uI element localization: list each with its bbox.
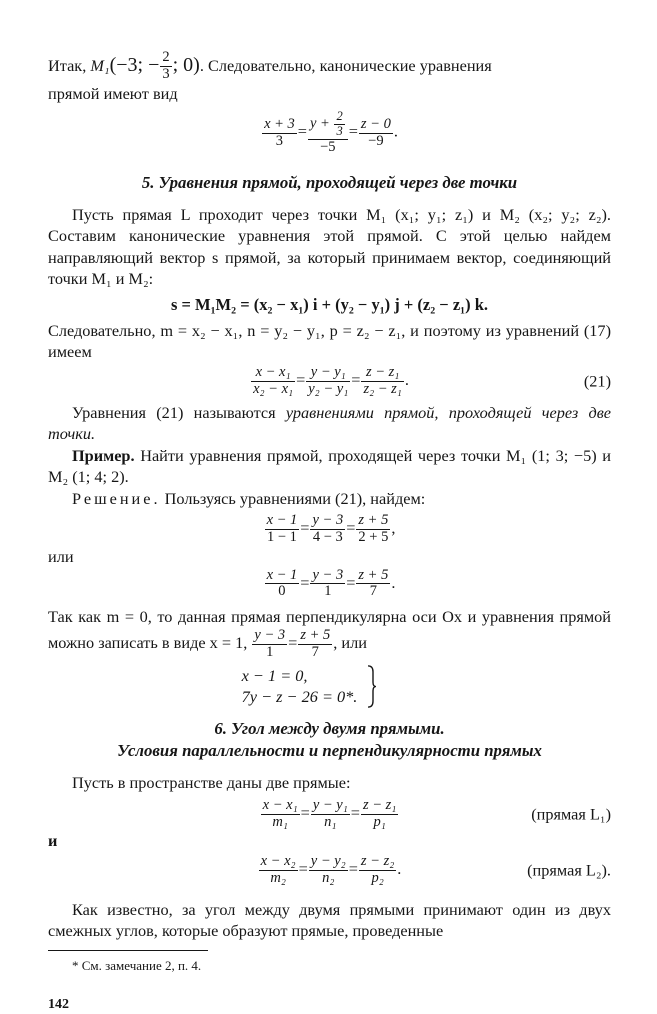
intro-text-2: Следовательно, канонические уравнения — [207, 56, 492, 76]
system-eq-2: 7y − z − 26 = 0*. — [241, 687, 358, 707]
line-L1-label: (прямая L₁) — [531, 804, 611, 824]
example-equation-2: $\frac{x - 1}{0}$ = $\frac{y - 3}{1}$ = $\frac{z + 5}{7}$ . — [266, 566, 396, 600]
paragraph-example: Пример. Найти уравнения прямой, проходящей через точки M₁ (1; 3; −5) и M₂ (1; 4; 2). — [48, 445, 611, 487]
direction-vector-equation: s = M₁M₂ = (x₂ − x₁) i + (y₂ − y₁) j + (z₂ − z₁) k. — [170, 294, 489, 314]
paragraph-angle: Как известно, за угол между двумя прямыми принимают один из двух смежных углов, которые образуют прямые, проведенные — [48, 899, 611, 941]
paragraph-two-points: Пусть прямая L проходит через точки M₁ (x₁; y₁; z₁) и M₂ (x₂; y₂; z₂). Составим канонические уравнения этой прямой. С этой целью найдем направляющий вектор s прямой, за который принимаем вектор, соединяющий точки M₁ и M₂: — [48, 204, 611, 289]
example-equation-1: $\frac{x - 1}{1 - 1}$ = $\frac{y - 3}{4 - 3}$ = $\frac{z + 5}{2 + 5}$ , — [266, 512, 396, 546]
fraction-two-thirds: $\frac{2}{3}$ — [162, 49, 170, 82]
system-of-equations — [48, 665, 611, 708]
page-number: 142 — [48, 997, 69, 1012]
intro-text: Итак, — [48, 56, 91, 76]
point-m1: M₁ — [90, 56, 110, 76]
line-L1-equation: $\frac{\text{x − x₁}}{\text{m₁}}$ = $\frac{\text{y − y₁}}{\text{n₁}}$ = $\frac{\text{z − z₁}}{\text{p₁}}$ — [262, 796, 397, 830]
section-5-heading: 5. Уравнения прямой, проходящей через две точки — [141, 172, 518, 192]
canonical-equation: $\frac{x + 3}{3}$ = y + $\frac{2}{3}$ −5 = $\frac{z - 0}{-9}$ . — [264, 109, 398, 155]
paragraph-two-lines: Пусть в пространстве даны две прямые: — [72, 773, 351, 793]
footnote: * См. замечание 2, п. 4. — [72, 957, 202, 973]
line-L2-equation: $\frac{\text{x − x₂}}{\text{m₂}}$ = $\frac{\text{y − y₂}}{\text{n₂}}$ = $\frac{\text{z − z₂}}{\text{p₂}}$ . — [260, 852, 402, 886]
term-two-point-line: уравнениями прямой, проходящей через две точки. — [48, 402, 611, 444]
footnote-rule — [48, 950, 208, 951]
solution-label: Решение. — [72, 488, 161, 508]
paragraph-definition: Уравнения (21) называются уравнениями прямой, проходящей через две точки. — [48, 402, 611, 444]
paragraph-consequently: Следовательно, m = x₂ − x₁, n = y₂ − y₁, p = z₂ − z₁, и поэтому из уравнений (17) имеем — [48, 320, 611, 362]
intro-line: Итак, M₁(−3; − $\frac{2}{3}$ ; 0). Следовательно, канонические уравнения — [48, 49, 492, 82]
paragraph-solution: Решение. Пользуясь уравнениями (21), найдем: — [72, 488, 426, 508]
line-L2-label: (прямая L₂). — [527, 860, 611, 880]
equation-21-number: (21) — [583, 371, 611, 391]
paragraph-perpendicular: Так как m = 0, то данная прямая перпендикулярна оси Ox и уравнения прямой можно записать в виде x = 1, $\frac{y - 3}{1}$ = $\frac{z + 5}{7}$ , или — [48, 607, 611, 660]
right-brace-icon — [367, 665, 377, 708]
line-L1-row — [48, 798, 611, 831]
point-coords: (−3; − $\frac{2}{3}$ ; 0) — [109, 49, 200, 82]
example-label: Пример. — [72, 445, 135, 465]
intro-line-2: прямой имеют вид — [48, 83, 178, 103]
section-6-heading-2: Условия параллельности и перпендикулярности прямых — [117, 740, 542, 760]
line-L2-row — [48, 854, 611, 887]
section-6-heading-1: 6. Угол между двумя прямыми. — [214, 718, 445, 738]
equation-21: $\frac{\text{x − x₁}}{\text{x₂ − x₁}}$ = $\frac{\text{y − y₁}}{\text{y₂ − y₁}}$ = $\frac{\text{z − z₁}}{\text{z₂ − z₁}}$ . — [253, 363, 409, 397]
equation-21-row — [48, 365, 611, 398]
or-word: или — [48, 547, 74, 566]
book-page — [48, 44, 611, 1014]
system-eq-1: x − 1 = 0, — [241, 665, 308, 685]
and-word: и — [48, 831, 58, 851]
